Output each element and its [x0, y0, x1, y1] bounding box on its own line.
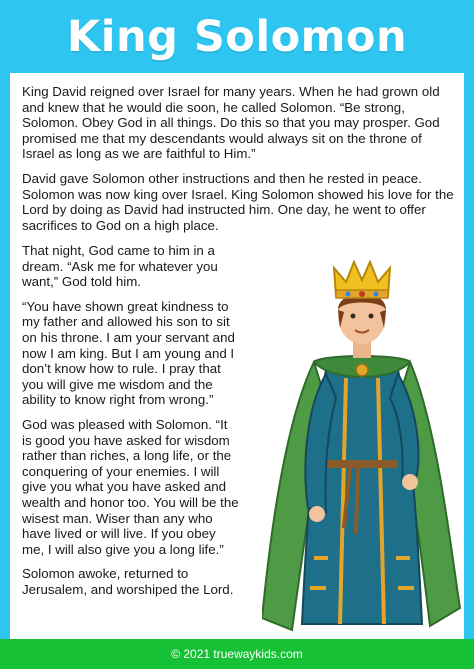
- paragraph-6: Solomon awoke, returned to Jerusalem, and worshiped the Lord.: [22, 566, 234, 597]
- story-column: [22, 243, 240, 606]
- copyright-text: © 2021 truewaykids.com: [171, 647, 303, 661]
- footer-bar: [0, 639, 474, 669]
- left-border: [0, 0, 10, 669]
- page-title: King Solomon: [66, 11, 408, 62]
- header-banner: [0, 0, 474, 73]
- paragraph-3: That night, God came to him in a dream. “Ask me for whatever you want,” God told him.: [22, 243, 218, 290]
- story-intro: [22, 84, 458, 242]
- paragraph-2: David gave Solomon other instructions and then he rested in peace. Solomon was now king over Israel. King Solomon showed his love for the Lord by doing as David had instructed him. One day, he went to offer sacrifices to God on a high place.: [22, 170, 454, 233]
- right-border: [464, 0, 474, 669]
- paragraph-4: “You have shown great kindness to my father and allowed his son to sit on his throne. I am your servant and now I am king. But I am young and I don’t know how to rule. I pray that you will give me wisdom and the ability to know right from wrong.”: [22, 298, 235, 408]
- paragraph-5: God was pleased with Solomon. “It is good you have asked for wisdom rather than riches, a long life, or the conquering of your enemies. I will give you what you have asked and wealth and honor too. You will be the wisest man. Wiser than any who have lived or will live. If you obey me, I will also give you a long life.”: [22, 416, 239, 557]
- king-solomon-illustration: [262, 258, 462, 634]
- paragraph-1: King David reigned over Israel for many years. When he had grown old and knew that he would die soon, he called Solomon. “Be strong, Solomon. Obey God in all things. Do this so that you may prosper. God promised me that my descendants would always sit on the throne of Israel as long as we are faithful to Him.”: [22, 84, 440, 162]
